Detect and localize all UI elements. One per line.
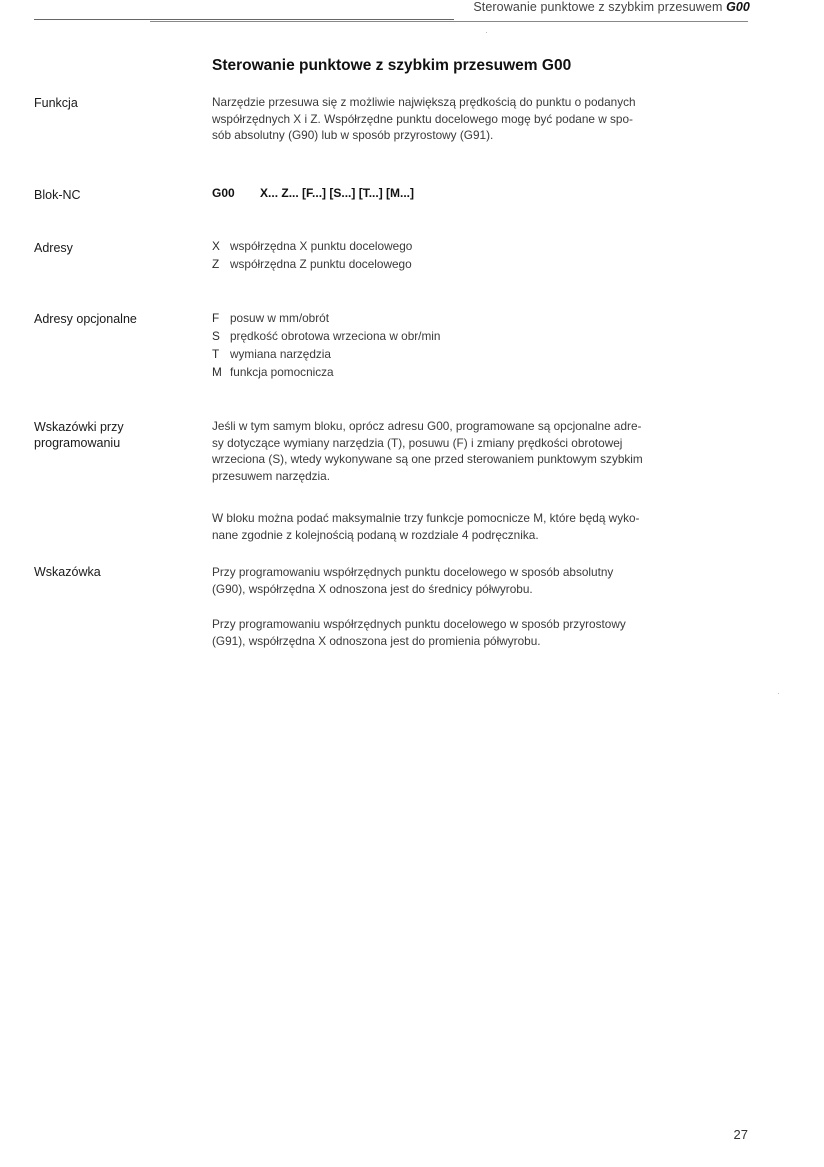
label-line: Wskazówki przy	[34, 420, 124, 434]
wskazowka-paragraph-2	[212, 616, 746, 649]
paragraph-line: wrzeciona (S), wtedy wykonywane są one przed sterowaniem punktowym szybkim	[212, 452, 643, 466]
scan-speck	[486, 32, 487, 33]
address-description: współrzędna Z punktu docelowego	[230, 257, 412, 271]
label-blok-nc: Blok-NC	[34, 188, 81, 202]
paragraph-line: Przy programowaniu współrzędnych punktu docelowego w sposób absolutny	[212, 565, 614, 579]
wskazowki-paragraph-2	[212, 510, 746, 543]
address-description: posuw w mm/obrót	[230, 311, 329, 325]
address-item	[212, 309, 440, 327]
address-item	[212, 345, 440, 363]
address-letter: M	[212, 365, 222, 379]
address-letter: Z	[212, 257, 220, 271]
label-line: programowaniu	[34, 436, 121, 450]
adresy-opcjonalne-list	[212, 309, 440, 381]
address-description: wymiana narzędzia	[230, 347, 331, 361]
page-number: 27	[733, 1127, 748, 1142]
wskazowki-paragraph-1	[212, 418, 746, 484]
funkcja-line: współrzędnych X i Z. Współrzędne punktu docelowego mogę być podane w spo-	[212, 111, 633, 126]
nc-block-code: G00	[212, 186, 235, 200]
address-item	[212, 255, 412, 273]
address-description: prędkość obrotowa wrzeciona w obr/min	[230, 329, 441, 343]
address-item	[212, 327, 440, 345]
running-header-title: Sterowanie punktowe z szybkim przesuwem	[473, 0, 723, 14]
adresy-list	[212, 237, 412, 273]
paragraph-line: W bloku można podać maksymalnie trzy funkcje pomocnicze M, które będą wyko-	[212, 511, 640, 525]
paragraph-line: Jeśli w tym samym bloku, oprócz adresu G00, programowane są opcjonalne adre-	[212, 419, 642, 433]
label-wskazowka: Wskazówka	[34, 565, 101, 579]
funkcja-text	[212, 94, 746, 144]
paragraph-line: przesuwem narzędzia.	[212, 468, 331, 483]
address-letter: F	[212, 311, 220, 325]
label-adresy: Adresy	[34, 241, 73, 255]
address-letter: S	[212, 329, 220, 343]
nc-block-params: X... Z... [F...] [S...] [T...] [M...]	[260, 186, 415, 200]
page-title: Sterowanie punktowe z szybkim przesuwem G00	[212, 57, 572, 74]
paragraph-line: nane zgodnie z kolejnością podaną w rozdziale 4 podręcznika.	[212, 527, 539, 542]
scan-speck	[778, 693, 779, 694]
paragraph-line: (G90), współrzędna X odnoszona jest do średnicy półwyrobu.	[212, 581, 533, 596]
paragraph-line: sy dotyczące wymiany narzędzia (T), posuwu (F) i zmiany prędkości obrotowej	[212, 435, 623, 450]
wskazowka-paragraph-1	[212, 564, 746, 597]
nc-block-syntax	[212, 186, 414, 200]
label-wskazowki-przy-programowaniu	[34, 419, 124, 451]
label-funkcja: Funkcja	[34, 96, 78, 110]
header-rule-secondary	[150, 21, 748, 22]
address-item	[212, 237, 412, 255]
label-adresy-opcjonalne: Adresy opcjonalne	[34, 312, 137, 326]
running-header-code: G00	[726, 0, 750, 14]
header-rule	[34, 19, 454, 20]
address-description: funkcja pomocnicza	[230, 365, 334, 379]
paragraph-line: Przy programowaniu współrzędnych punktu docelowego w sposób przyrostowy	[212, 617, 626, 631]
address-letter: T	[212, 347, 220, 361]
running-header	[473, 0, 750, 14]
address-letter: X	[212, 239, 220, 253]
funkcja-line: Narzędzie przesuwa się z możliwie największą prędkością do punktu o podanych	[212, 95, 636, 109]
address-item	[212, 363, 440, 381]
paragraph-line: (G91), współrzędna X odnoszona jest do promienia półwyrobu.	[212, 633, 541, 648]
address-description: współrzędna X punktu docelowego	[230, 239, 413, 253]
funkcja-line: sób absolutny (G90) lub w sposób przyrostowy (G91).	[212, 128, 494, 142]
